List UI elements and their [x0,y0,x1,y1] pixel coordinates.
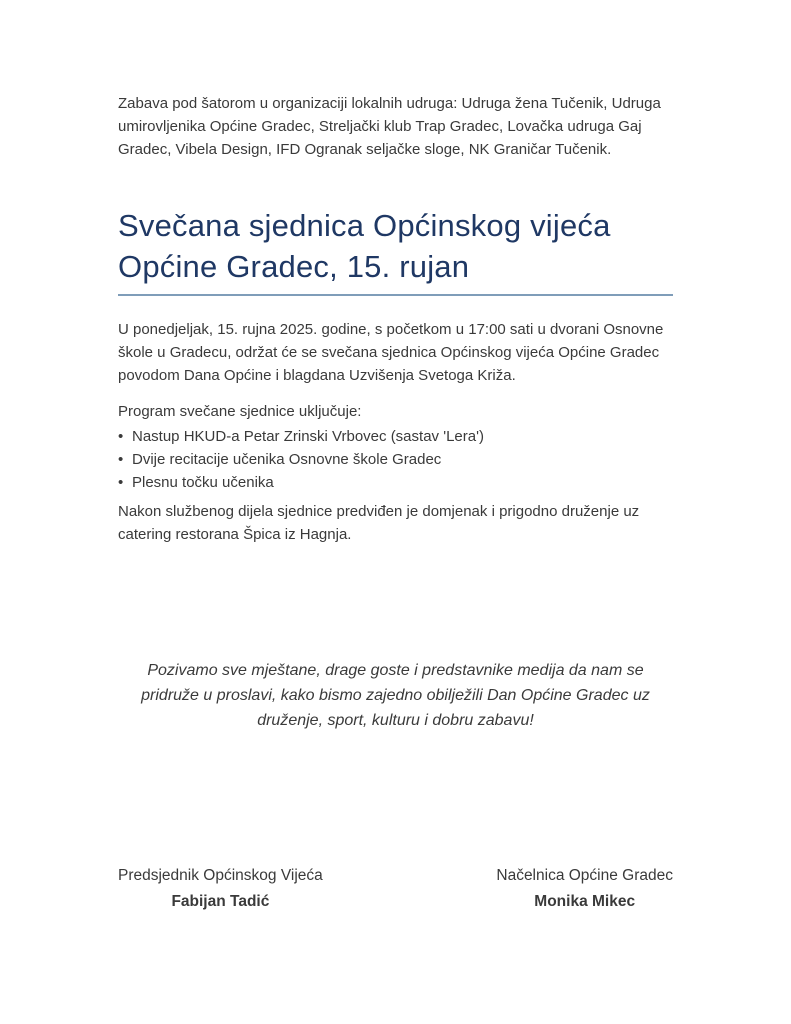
bullet-icon: • [118,428,124,445]
document-title: Svečana sjednica Općinskog vijeća Općine Gradec, 15. rujan [118,205,673,296]
program-heading: Program svečane sjednice uključuje: [118,403,362,420]
bullet-icon: • [118,474,124,491]
intro-paragraph: Zabava pod šatorom u organizaciji lokalnih udruga: Udruga žena Tučenik, Udruga umirovljenika Općine Gradec, Streljački klub Trap Gradec, Lovačka udruga Gaj Gradec, Vibela Design, IFD Ogranak seljačke sloge, NK Graničar Tučenik. [118,95,661,158]
signature-right-name: Monika Mikec [534,893,636,910]
signature-right [496,863,673,915]
program-item-text: Dvije recitacije učenika Osnovne škole Gradec [132,451,442,468]
signature-section [118,863,673,915]
invitation-paragraph: Pozivamo sve mještane, drage goste i predstavnike medija da nam se pridruže u proslavi, kako bismo zajedno obilježili Dan Općine Gradec uz druženje, sport, kulturu i dobru zabavu! [141,662,650,729]
signature-left [118,863,323,915]
program-item-text: Nastup HKUD-a Petar Zrinski Vrbovec (sastav 'Lera') [132,428,484,445]
program-list-item [118,471,673,494]
after-session-paragraph: Nakon službenog dijela sjednice predviđen je domjenak i prigodno druženje uz catering restorana Špica iz Hagnja. [118,503,640,543]
bullet-icon: • [118,451,124,468]
signature-left-name: Fabijan Tadić [171,893,270,910]
signature-left-role: Predsjednik Općinskog Vijeća [118,867,323,884]
program-list-item [118,448,673,471]
event-paragraph: U ponedjeljak, 15. rujna 2025. godine, s početkom u 17:00 sati u dvorani Osnovne škole u Gradecu, održat će se svečana sjednica Općinskog vijeća Općine Gradec povodom Dana Općine i blagdana Uzvišenja Svetoga Križa. [118,321,664,384]
program-list-item [118,425,673,448]
signature-right-role: Načelnica Općine Gradec [496,867,673,884]
program-list [118,425,673,494]
program-item-text: Plesnu točku učenika [132,474,274,491]
